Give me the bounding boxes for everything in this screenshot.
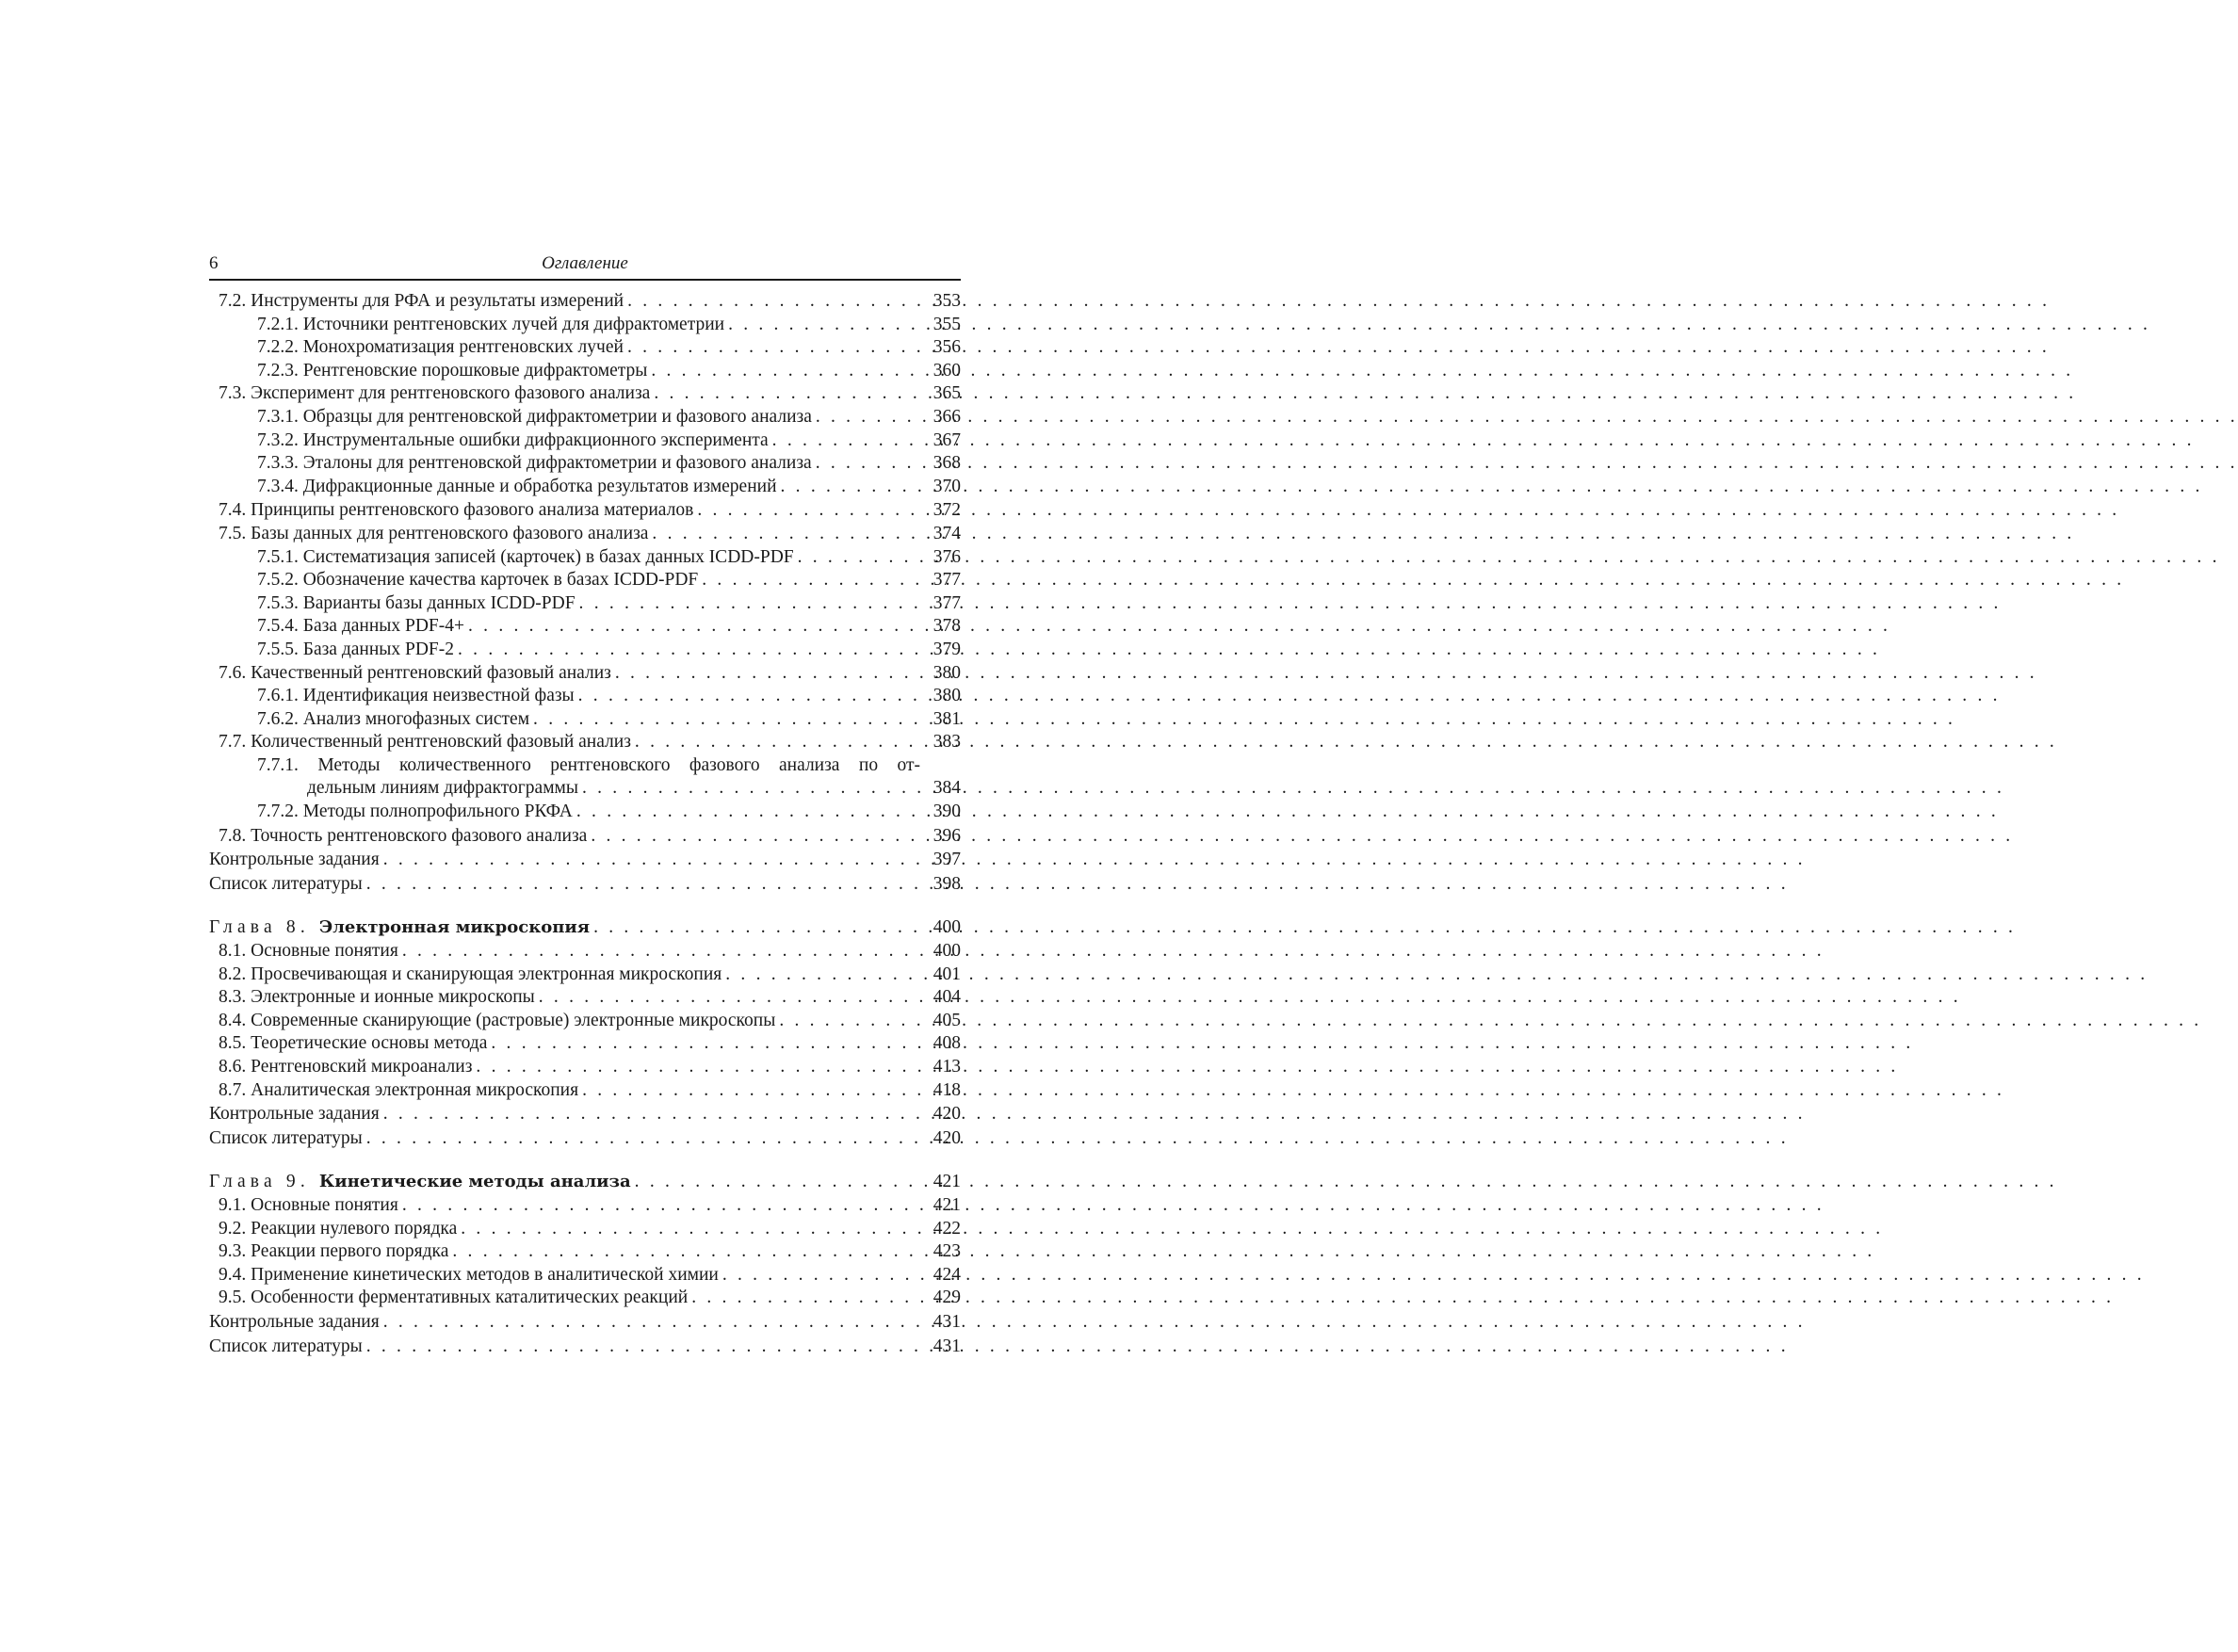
toc-entry-7-2-1[interactable]: 7.2.1. Источники рентгеновских лучей для дифрактометрии . . . 355 xyxy=(209,314,961,337)
toc-page-number: 400 xyxy=(932,917,961,938)
dot-leader xyxy=(573,801,917,824)
dot-leader xyxy=(590,916,917,940)
toc-page-number: 421 xyxy=(932,1194,961,1215)
toc-page-number: 404 xyxy=(932,987,961,1008)
toc-page-number: 365 xyxy=(932,383,961,404)
dot-leader xyxy=(631,1171,917,1194)
dot-leader xyxy=(631,731,917,754)
toc-entry-8-2[interactable]: 8.2. Просвечивающая и сканирующая электронная микроскопия . . . 401 xyxy=(209,964,961,987)
toc-page-number: 360 xyxy=(932,360,961,381)
dot-leader xyxy=(812,452,917,476)
toc-entry-8-1[interactable]: 8.1. Основные понятия . . . 400 xyxy=(209,940,961,964)
toc-entry-ch7-tasks[interactable]: Контрольные задания . . . 397 xyxy=(209,849,961,872)
toc-page-number: 397 xyxy=(932,850,961,870)
toc-entry-7-6-1[interactable]: 7.6.1. Идентификация неизвестной фазы . . . 380 xyxy=(209,685,961,708)
toc-page-number: 400 xyxy=(932,941,961,962)
toc-entry-9-5[interactable]: 9.5. Особенности ферментативных каталитических реакций . . . 429 xyxy=(209,1287,961,1310)
toc-entry-ch9-refs[interactable]: Список литературы . . . 431 xyxy=(209,1336,961,1359)
toc-page-number: 429 xyxy=(932,1288,961,1308)
toc-page-number: 376 xyxy=(932,546,961,567)
toc-page-number: 420 xyxy=(932,1104,961,1125)
dot-leader xyxy=(535,986,917,1010)
toc-page-number: 423 xyxy=(932,1241,961,1262)
toc-page-number: 378 xyxy=(932,616,961,637)
toc-page-number: 431 xyxy=(932,1311,961,1332)
toc-entry-7-6[interactable]: 7.6. Качественный рентгеновский фазовый анализ . . . 380 xyxy=(209,662,961,686)
toc-entry-7-5[interactable]: 7.5. Базы данных для рентгеновского фазового анализа . . . 374 xyxy=(209,523,961,546)
toc-page-number: 424 xyxy=(932,1264,961,1285)
toc-chapter-9[interactable] xyxy=(209,1171,961,1194)
toc-page-number: 401 xyxy=(932,964,961,984)
chapter-title: Кинетические методы анализа xyxy=(318,1172,631,1192)
dot-leader xyxy=(363,1336,917,1359)
toc-entry-9-4[interactable]: 9.4. Применение кинетических методов в аналитической химии . . . 424 xyxy=(209,1264,961,1288)
dot-leader xyxy=(398,940,917,964)
toc-page-number: 431 xyxy=(932,1336,961,1356)
book-page xyxy=(209,251,961,1358)
dot-leader xyxy=(688,1287,917,1310)
toc-page-number: 377 xyxy=(932,570,961,591)
toc-entry-8-7[interactable]: 8.7. Аналитическая электронная микроскопия . . . 418 xyxy=(209,1079,961,1103)
toc-page-number: 374 xyxy=(932,523,961,543)
table-of-contents xyxy=(209,290,961,1358)
toc-entry-7-5-2[interactable]: 7.5.2. Обозначение качества карточек в базах ICDD-PDF . . . 377 xyxy=(209,569,961,592)
toc-page-number: 384 xyxy=(932,778,961,799)
dot-leader xyxy=(398,1194,917,1218)
toc-entry-ch8-refs[interactable]: Список литературы . . . 420 xyxy=(209,1127,961,1151)
toc-page-number: 418 xyxy=(932,1079,961,1100)
toc-entry-ch9-tasks[interactable]: Контрольные задания . . . 431 xyxy=(209,1311,961,1335)
dot-leader xyxy=(719,1264,917,1288)
toc-entry-7-7-2[interactable]: 7.7.2. Методы полнопрофильного РКФА . . . 390 xyxy=(209,801,961,824)
dot-leader xyxy=(693,499,917,523)
dot-leader xyxy=(380,1103,917,1126)
dot-leader xyxy=(724,314,917,337)
toc-entry-7-3-1[interactable]: 7.3.1. Образцы для рентгеновской дифрактометрии и фазового анализа . . . 366 xyxy=(209,406,961,429)
dot-leader xyxy=(578,1079,917,1103)
running-head xyxy=(209,251,961,281)
toc-page-number: 398 xyxy=(932,873,961,894)
toc-page-number: 367 xyxy=(932,429,961,450)
toc-page-number: 383 xyxy=(932,732,961,753)
page-number: 6 xyxy=(209,253,219,273)
toc-entry-9-2[interactable]: 9.2. Реакции нулевого порядка . . . 422 xyxy=(209,1218,961,1241)
toc-page-number: 390 xyxy=(932,802,961,822)
toc-page-number: 379 xyxy=(932,639,961,659)
dot-leader xyxy=(576,592,917,616)
toc-entry-7-3-2[interactable]: 7.3.2. Инструментальные ошибки дифракционного эксперимента . . . 367 xyxy=(209,429,961,453)
toc-entry-7-2-3[interactable]: 7.2.3. Рентгеновские порошковые дифрактометры . . . 360 xyxy=(209,360,961,383)
toc-page-number: 353 xyxy=(932,291,961,311)
toc-page-number: 413 xyxy=(932,1057,961,1077)
dot-leader xyxy=(777,476,917,499)
toc-page-number: 380 xyxy=(932,662,961,683)
dot-leader xyxy=(363,1127,917,1151)
toc-page-number: 370 xyxy=(932,476,961,496)
toc-page-number: 356 xyxy=(932,337,961,358)
toc-page-number: 368 xyxy=(932,453,961,474)
chapter-label: Глава 9. xyxy=(209,1172,310,1192)
dot-leader xyxy=(380,1311,917,1335)
running-title: Оглавление xyxy=(542,253,628,273)
toc-entry-7-6-2[interactable]: 7.6.2. Анализ многофазных систем . . . 381 xyxy=(209,708,961,732)
dot-leader xyxy=(722,964,917,987)
toc-page-number: 408 xyxy=(932,1033,961,1054)
toc-entry-8-4[interactable]: 8.4. Современные сканирующие (растровые) электронные микроскопы . . . 405 xyxy=(209,1010,961,1033)
dot-leader xyxy=(812,406,917,429)
toc-entry-7-5-4[interactable]: 7.5.4. База данных PDF-4+ . . . 378 xyxy=(209,615,961,639)
dot-leader xyxy=(650,382,917,406)
dot-leader xyxy=(769,429,917,453)
dot-leader xyxy=(487,1032,917,1056)
toc-page-number: 372 xyxy=(932,500,961,521)
toc-entry-7-7-1[interactable] xyxy=(209,754,961,801)
toc-page-number: 422 xyxy=(932,1218,961,1239)
dot-leader xyxy=(575,685,917,708)
toc-entry-7-5-5[interactable]: 7.5.5. База данных PDF-2 . . . 379 xyxy=(209,639,961,662)
dot-leader xyxy=(624,290,917,314)
toc-entry-7-3-4[interactable]: 7.3.4. Дифракционные данные и обработка результатов измерений . . . 370 xyxy=(209,476,961,499)
toc-page-number: 377 xyxy=(932,592,961,613)
toc-entry-8-6[interactable]: 8.6. Рентгеновский микроанализ . . . 413 xyxy=(209,1056,961,1079)
toc-page-number: 366 xyxy=(932,406,961,427)
dot-leader xyxy=(578,777,917,801)
toc-page-number: 381 xyxy=(932,708,961,729)
chapter-title: Электронная микроскопия xyxy=(318,917,591,938)
toc-page-number: 420 xyxy=(932,1127,961,1148)
toc-entry-7-5-1[interactable]: 7.5.1. Систематизация записей (карточек) в базах данных ICDD-PDF . . . 376 xyxy=(209,546,961,570)
toc-page-number: 421 xyxy=(932,1172,961,1192)
toc-page-number: 380 xyxy=(932,686,961,706)
dot-leader xyxy=(698,569,917,592)
toc-chapter-8[interactable] xyxy=(209,916,961,940)
toc-entry-7-3[interactable]: 7.3. Эксперимент для рентгеновского фазового анализа . . . 365 xyxy=(209,382,961,406)
toc-entry-7-7[interactable]: 7.7. Количественный рентгеновский фазовый анализ . . . 383 xyxy=(209,731,961,754)
toc-entry-7-2-2[interactable]: 7.2.2. Монохроматизация рентгеновских лучей . . . 356 xyxy=(209,336,961,360)
toc-entry-ch8-tasks[interactable]: Контрольные задания . . . 420 xyxy=(209,1103,961,1126)
toc-entry-ch7-refs[interactable]: Список литературы . . . 398 xyxy=(209,873,961,897)
dot-leader xyxy=(363,873,917,897)
toc-entry-9-3[interactable]: 9.3. Реакции первого порядка . . . 423 xyxy=(209,1240,961,1264)
toc-entry-7-3-3[interactable]: 7.3.3. Эталоны для рентгеновской дифрактометрии и фазового анализа . . . 368 xyxy=(209,452,961,476)
dot-leader xyxy=(454,639,917,662)
dot-leader xyxy=(648,523,917,546)
toc-page-number: 405 xyxy=(932,1010,961,1030)
toc-entry-8-3[interactable]: 8.3. Электронные и ионные микроскопы . . . 404 xyxy=(209,986,961,1010)
dot-leader xyxy=(380,849,917,872)
toc-entry-title-line2: дельным линиям дифрактограммы . . . 384 xyxy=(257,777,961,801)
dot-leader xyxy=(448,1240,917,1264)
toc-entry-7-5-3[interactable]: 7.5.3. Варианты базы данных ICDD-PDF . . . 377 xyxy=(209,592,961,616)
toc-entry-9-1[interactable]: 9.1. Основные понятия . . . 421 xyxy=(209,1194,961,1218)
toc-entry-7-2[interactable]: 7.2. Инструменты для РФА и результаты измерений . . . 353 xyxy=(209,290,961,314)
dot-leader xyxy=(794,546,917,570)
toc-entry-7-4[interactable]: 7.4. Принципы рентгеновского фазового анализа материалов . . . 372 xyxy=(209,499,961,523)
dot-leader xyxy=(529,708,917,732)
dot-leader xyxy=(624,336,917,360)
dot-leader xyxy=(647,360,917,383)
toc-entry-7-8[interactable]: 7.8. Точность рентгеновского фазового анализа . . . 396 xyxy=(209,825,961,849)
dot-leader xyxy=(472,1056,917,1079)
toc-entry-8-5[interactable]: 8.5. Теоретические основы метода . . . 408 xyxy=(209,1032,961,1056)
dot-leader xyxy=(775,1010,917,1033)
dot-leader xyxy=(611,662,917,686)
toc-page-number: 396 xyxy=(932,825,961,846)
dot-leader xyxy=(464,615,917,639)
chapter-label: Глава 8. xyxy=(209,917,310,938)
toc-page-number: 355 xyxy=(932,314,961,334)
toc-entry-title-line1: 7.7.1. Методы количественного рентгеновского фазового анализа по от- xyxy=(257,754,921,775)
dot-leader xyxy=(587,825,917,849)
dot-leader xyxy=(457,1218,917,1241)
